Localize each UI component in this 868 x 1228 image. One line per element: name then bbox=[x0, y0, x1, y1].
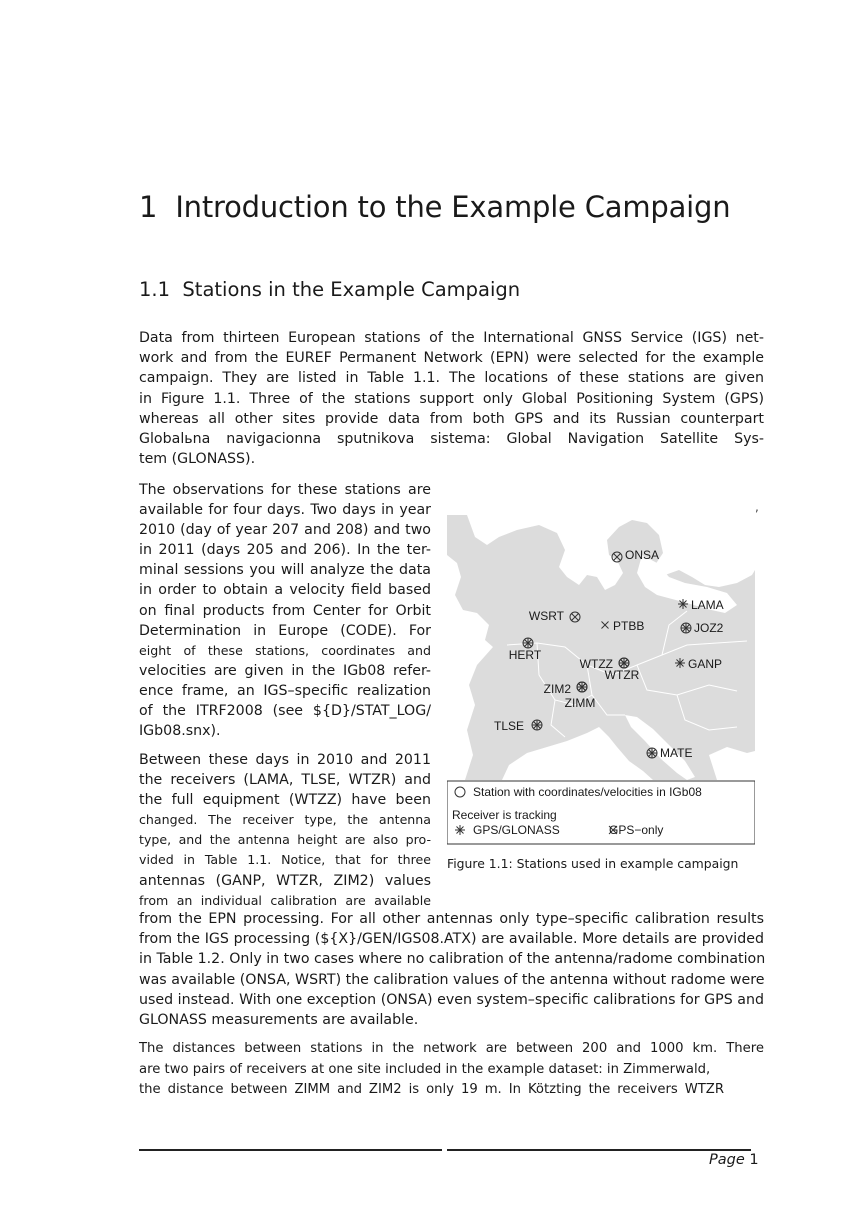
station-marker-lama bbox=[678, 599, 688, 609]
text-line: the distance between ZIMM and ZIM2 is only 19 m. In Kötzting the receivers WTZR bbox=[139, 1082, 724, 1097]
paragraph-equipment bbox=[139, 750, 431, 911]
station-label-lama: LAMA bbox=[691, 598, 724, 612]
paragraph-distances bbox=[139, 1039, 764, 1101]
paragraph-observations bbox=[139, 480, 431, 741]
station-label-joz2: JOZ2 bbox=[694, 621, 724, 635]
text-line: from the EPN processing. For all other antennas only type–specific calibration results bbox=[139, 911, 764, 927]
station-label-tlse: TLSE bbox=[493, 719, 524, 733]
station-map-figure bbox=[447, 515, 755, 845]
station-label-wtzr: WTZR bbox=[604, 668, 640, 682]
footer-rule-left bbox=[139, 1149, 442, 1151]
station-marker-wtzr bbox=[619, 658, 629, 668]
text-line: vided in Table 1.1. Notice, that for three bbox=[139, 852, 431, 868]
gps-glonass-asterisk-icon bbox=[455, 825, 465, 835]
text-line: used instead. With one exception (ONSA) even system–specific calibrations for GPS and bbox=[139, 991, 764, 1008]
text-line: Between these days in 2010 and 2011 bbox=[139, 752, 431, 768]
text-line: 2010 (day of year 207 and 208) and two bbox=[139, 522, 431, 539]
station-label-hert: HERT bbox=[508, 648, 542, 662]
station-label-ganp: GANP bbox=[688, 657, 723, 671]
text-line: the full equipment (WTZZ) have been bbox=[139, 792, 431, 809]
station-label-ptbb: PTBB bbox=[613, 619, 645, 633]
legend-coords-text: Station with coordinates/velocities in IGb08 bbox=[473, 785, 702, 799]
station-map bbox=[447, 515, 755, 845]
section-number: 1.1 bbox=[139, 278, 171, 301]
station-marker-hert bbox=[523, 638, 533, 648]
text-line: tem (GLONASS). bbox=[139, 451, 256, 468]
text-line: IGb08.snx). bbox=[139, 723, 221, 740]
chapter-heading bbox=[139, 190, 730, 224]
text-line: whereas all other sites provide data from both GPS and its Russian counterpart bbox=[139, 410, 764, 427]
text-line: was available (ONSA, WSRT) the calibration values of the antenna without radome were bbox=[139, 971, 765, 988]
text-line: The observations for these stations are bbox=[139, 482, 431, 498]
text-line: antennas (GANP, WTZR, ZIM2) values bbox=[139, 872, 431, 889]
station-marker-joz2 bbox=[681, 623, 691, 633]
text-line: of the ITRF2008 (see ${D}/STAT_LOG/ bbox=[139, 703, 431, 720]
text-line: eight of these stations, coordinates and bbox=[139, 642, 431, 658]
text-line: Determination in Europe (CODE). For bbox=[139, 622, 431, 639]
footer-rule-right bbox=[447, 1149, 751, 1151]
text-line: Globalьna navigacionna sputnikova sistema: Global Navigation Satellite Sys- bbox=[139, 431, 764, 448]
station-label-onsa: ONSA bbox=[625, 548, 660, 562]
text-line: GLONASS measurements are available. bbox=[139, 1012, 419, 1029]
paragraph-equipment-continued bbox=[139, 909, 764, 1030]
text-line: velocities are given in the IGb08 refer- bbox=[139, 662, 431, 679]
station-marker-tlse bbox=[532, 720, 542, 730]
legend-gps-glonass-text: GPS/GLONASS bbox=[473, 823, 560, 837]
station-label-wsrt: WSRT bbox=[528, 609, 564, 623]
text-line: in Table 1.2. Only in two cases where no calibration of the antenna/radome combination bbox=[139, 951, 766, 968]
text-line: on final products from Center for Orbit bbox=[139, 602, 431, 619]
station-marker-ganp bbox=[675, 658, 685, 668]
text-line: from an individual calibration are available bbox=[139, 892, 431, 908]
section-title: Stations in the Example Campaign bbox=[182, 278, 521, 301]
legend-gps-only-text: GPS−only bbox=[609, 823, 664, 837]
text-line: the receivers (LAMA, TLSE, WTZR) and bbox=[139, 772, 431, 789]
page-number-value: 1 bbox=[749, 1152, 759, 1168]
station-label-mate: MATE bbox=[660, 746, 693, 760]
station-marker-mate bbox=[647, 748, 657, 758]
chapter-title: Introduction to the Example Campaign bbox=[175, 190, 731, 224]
text-line: in 2011 (days 205 and 206). In the ter- bbox=[139, 542, 431, 559]
text-line: campaign. They are listed in Table 1.1. The locations of these stations are given bbox=[139, 370, 764, 387]
station-label-zim2: ZIM2 bbox=[543, 682, 571, 696]
stray-mark: , bbox=[755, 500, 759, 514]
paragraph-intro bbox=[139, 328, 764, 469]
section-heading bbox=[139, 278, 520, 301]
text-line: from the IGS processing (${X}/GEN/IGS08.ATX) are available. More details are provided bbox=[139, 931, 764, 948]
text-line: minal sessions you will analyze the data bbox=[139, 562, 431, 579]
text-line: changed. The receiver type, the antenna bbox=[139, 812, 431, 828]
text-line: work and from the EUREF Permanent Network (EPN) were selected for the example bbox=[139, 350, 764, 367]
text-line: Data from thirteen European stations of the International GNSS Service (IGS) net- bbox=[139, 330, 764, 346]
chapter-number: 1 bbox=[139, 190, 158, 224]
text-line: in Figure 1.1. Three of the stations support only Global Positioning System (GPS) bbox=[139, 390, 764, 407]
station-marker-zimm bbox=[577, 682, 587, 692]
station-label-zimm: ZIMM bbox=[564, 696, 596, 710]
text-line: type, and the antenna height are also pro- bbox=[139, 832, 431, 848]
text-line: are two pairs of receivers at one site included in the example dataset: in Zimmerwald, bbox=[139, 1061, 711, 1077]
legend-tracking-text: Receiver is tracking bbox=[452, 808, 557, 822]
station-label-wtzz: WTZZ bbox=[579, 657, 613, 671]
text-line: The distances between stations in the network are between 200 and 1000 km. There bbox=[139, 1041, 764, 1056]
page-number bbox=[709, 1152, 759, 1168]
text-line: available for four days. Two days in year bbox=[139, 502, 431, 519]
text-line: in order to obtain a velocity field based bbox=[139, 582, 431, 599]
page-label-text: Page bbox=[709, 1152, 745, 1168]
figure-caption: Figure 1.1: Stations used in example campaign bbox=[447, 856, 739, 871]
text-line: ence frame, an IGS–specific realization bbox=[139, 682, 431, 699]
